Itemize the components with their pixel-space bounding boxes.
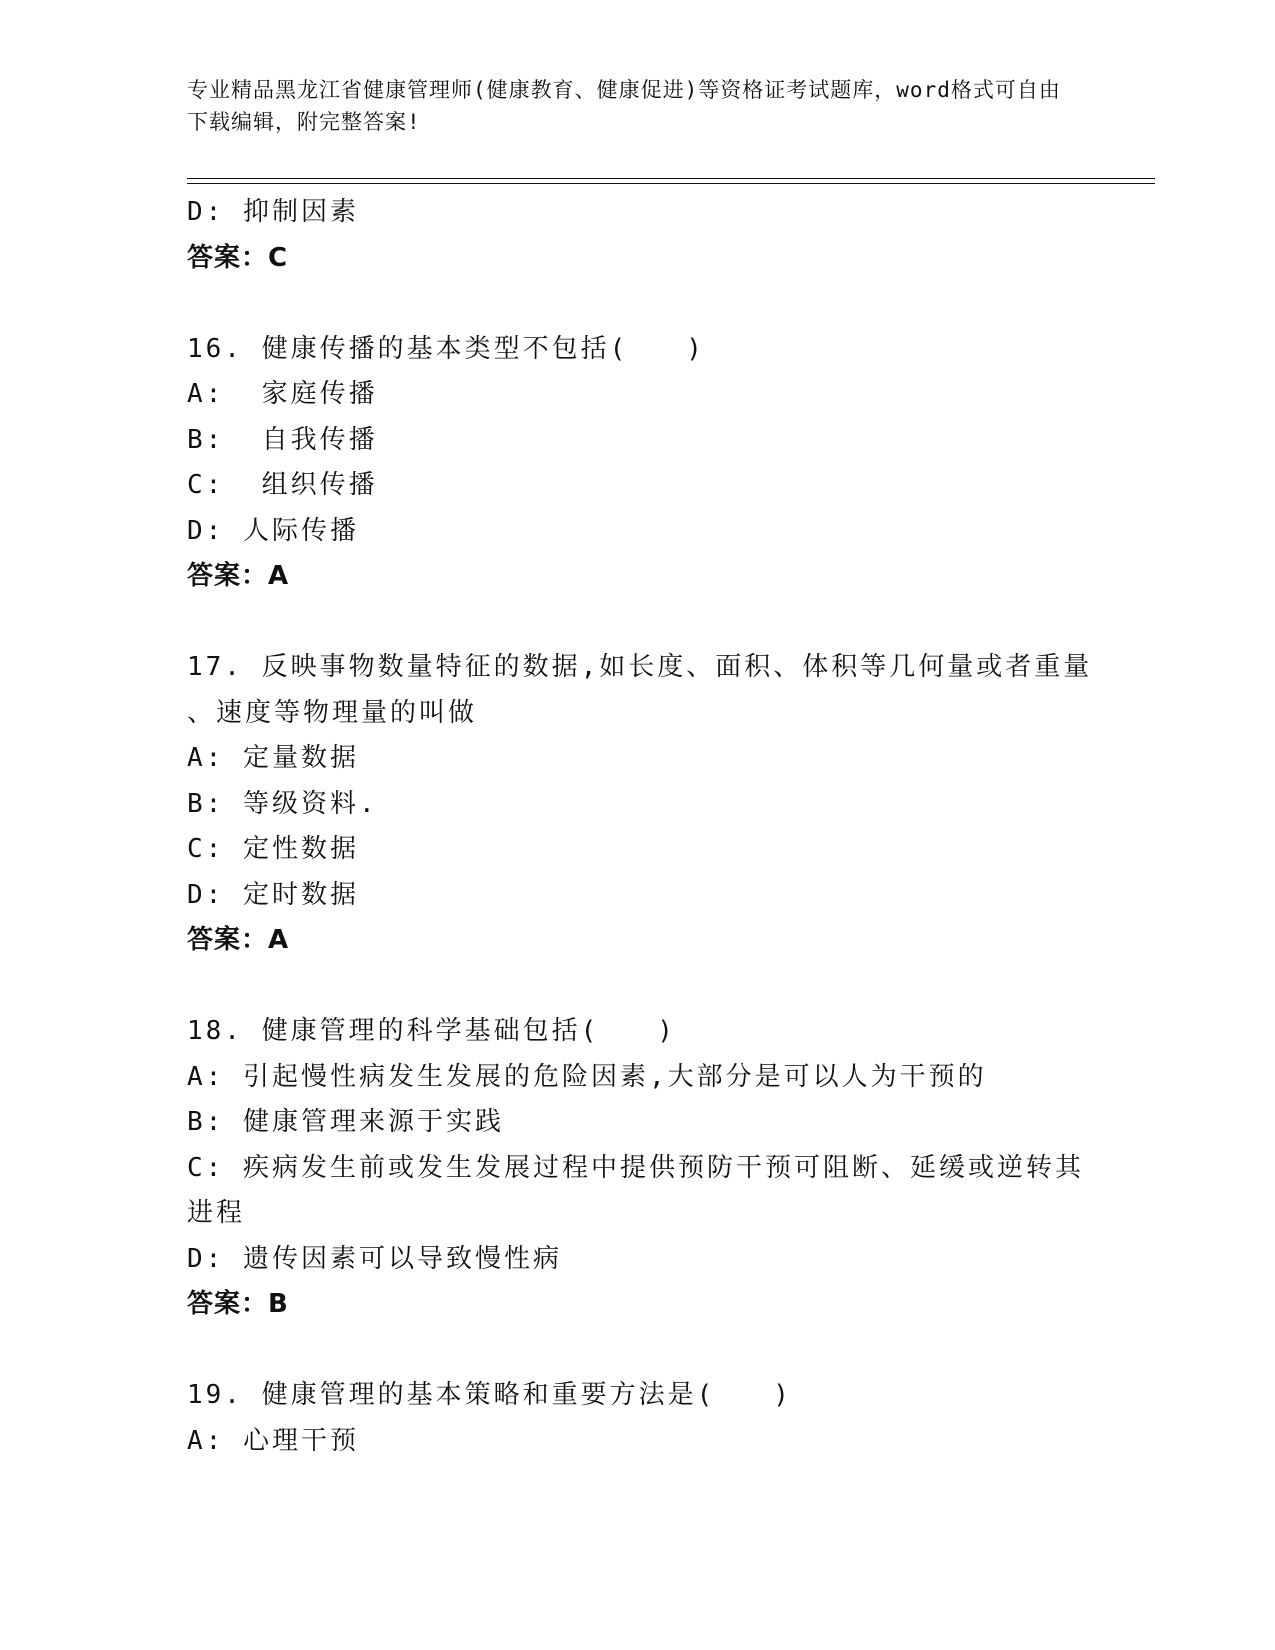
spacer bbox=[187, 1328, 1087, 1374]
q18-option-c-line2: 进程 bbox=[187, 1198, 246, 1228]
spacer bbox=[187, 600, 1087, 646]
q16-answer: 答案：A bbox=[187, 561, 290, 591]
question-content bbox=[187, 190, 1093, 1464]
header-rule-bottom bbox=[187, 183, 1155, 184]
document-header: 专业精品黑龙江省健康管理师(健康教育、健康促进)等资格证考试题库，word格式可自由下载编辑，附完整答案! bbox=[187, 78, 1061, 134]
q16-option-a: A: 家庭传播 bbox=[187, 379, 378, 409]
q18-option-a: A: 引起慢性病发生发展的危险因素,大部分是可以人为干预的 bbox=[187, 1061, 987, 1092]
q18-option-b: B: 健康管理来源于实践 bbox=[187, 1107, 504, 1137]
q17-stem-line1: 17. 反映事物数量特征的数据,如长度、面积、体积等几何量或者重量 bbox=[187, 652, 1093, 682]
q18-answer: 答案：B bbox=[187, 1289, 289, 1319]
q16-option-b: B: 自我传播 bbox=[187, 424, 378, 455]
q17-option-b: B: 等级资料. bbox=[187, 788, 378, 819]
q16-option-d: D: 人际传播 bbox=[187, 515, 359, 546]
q18-option-d: D: 遗传因素可以导致慢性病 bbox=[187, 1243, 562, 1274]
header-rule-top bbox=[187, 178, 1155, 179]
q18-stem: 18. 健康管理的科学基础包括( ) bbox=[187, 1016, 676, 1046]
q17-option-c: C: 定性数据 bbox=[187, 834, 359, 864]
q16-stem: 16. 健康传播的基本类型不包括( ) bbox=[187, 333, 705, 364]
q16-option-c: C: 组织传播 bbox=[187, 470, 378, 500]
spacer bbox=[187, 281, 1087, 327]
prev-option-d: D: 抑制因素 bbox=[187, 197, 359, 227]
q17-answer: 答案：A bbox=[187, 925, 290, 955]
q18-option-c-line1: C: 疾病发生前或发生发展过程中提供预防干预可阻断、延缓或逆转其 bbox=[187, 1152, 1084, 1183]
q17-option-a: A: 定量数据 bbox=[187, 743, 359, 773]
q19-option-a: A: 心理干预 bbox=[187, 1425, 359, 1456]
q19-stem: 19. 健康管理的基本策略和重要方法是( ) bbox=[187, 1380, 792, 1410]
spacer bbox=[187, 964, 1087, 1010]
q17-option-d: D: 定时数据 bbox=[187, 879, 359, 910]
prev-answer: 答案：C bbox=[187, 242, 289, 273]
q17-stem-line2: 、速度等物理量的叫做 bbox=[187, 697, 478, 728]
